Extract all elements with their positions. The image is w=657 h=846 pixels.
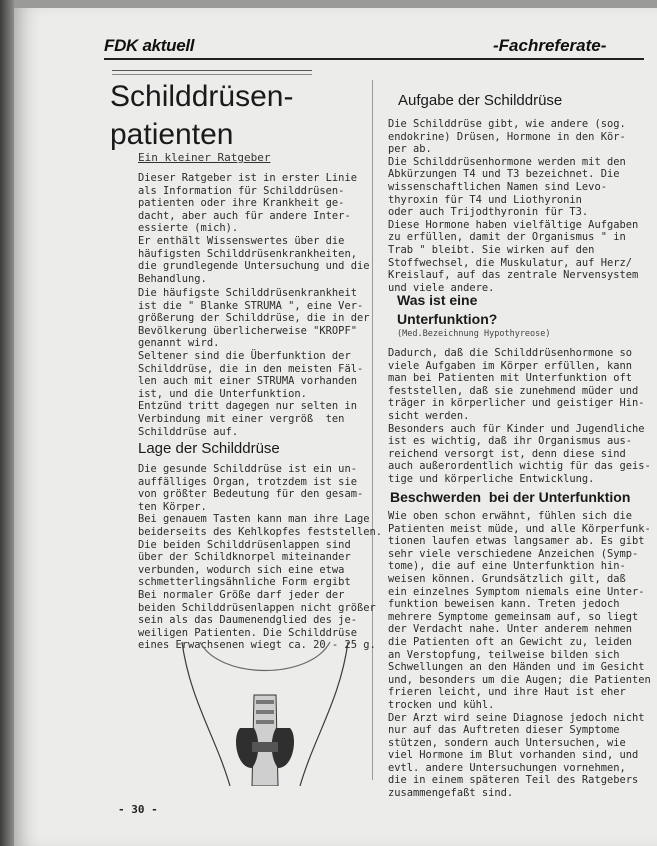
section-text-unterfunktion: Dadurch, daß die Schilddrüsenhormone so viele Aufgaben im Körper erfüllen, kann man bei Patienten mit Unterfunktion oft feststellen, daß sie zunehmend müder und träger in körperlicher und geistiger Hin- sicht werden. Besonders auch für Kinder und Jugendliche ist es wichtig, daß ihr Organismus aus- reichend versorgt ist, denn diese sind auch außerordentlich wichtig für das geis- tige und körperliche Entwicklung. [388,347,651,485]
section-heading-beschwerden: Beschwerden bei der Unterfunktion [390,489,631,505]
page-number: - 30 - [118,803,158,816]
column-divider [372,80,373,780]
section-heading-lage: Lage der Schilddrüse [138,440,280,457]
section-text-lage: Die gesunde Schilddrüse ist ein un- auffälliges Organ, trotzdem ist sie von größter Bedeutung für den gesam- ten Körper. Bei genauem Tasten kann man ihre Lage beiderseits des Kehlkopfes feststellen. Die beiden Schilddrüsenlappen sind über der Schildknorpel miteinander verbunden, wodurch sich eine etwa schmetterlingsähnliche Form ergibt Bei normaler Größe darf jeder der beiden Schilddrüsenlappen nicht größer sein als das Daumenendglied des je- weiligen Patienten. Die Schilddrüse eines Erwachsenen wiegt ca. 20 - 25 g. [138,463,382,652]
article-subtitle: Ein kleiner Ratgeber [138,151,271,164]
header-category: -Fachreferate- [493,36,607,55]
section-heading-aufgabe: Aufgabe der Schilddrüse [398,92,563,109]
section-text-aufgabe: Die Schilddrüse gibt, wie andere (sog. endokrine) Drüsen, Hormone in den Kör- per ab. Die Schilddrüsenhormone werden mit den Abkürzungen T4 und T3 bezeichnet. Die wissenschaftlichen Namen sind Levo- thyroxin für T4 und Liothyronin oder auch Trijodthyronin für T3. Diese Hormone haben vielfältige Aufgaben zu erfüllen, damit der Organismus " in Trab " bleibt. Sie wirken auf den Stoffwechsel, die Muskulatur, auf Herz/ Kreislauf, auf das zentrale Nervensystem und viele andere. [388,118,639,294]
title-rule-upper [112,70,312,71]
throat-anatomy-illustration [160,640,370,786]
intro-paragraph: Dieser Ratgeber ist in erster Linie als Information für Schilddrüsen- patienten oder ihre Krankheit ge- dacht, aber auch für andere Inter- essierte (mich). Er enthält Wissenswertes über die häufigsten Schilddrüsenkrankheiten, die grundlegende Untersuchung und die Behandlung. [138,172,370,285]
binding-shadow [0,0,14,846]
header-rule [104,58,644,60]
section-heading-unterfunktion: Was ist eine Unterfunktion? [397,292,498,327]
article-title: Schilddrüsen- patienten [110,80,294,151]
struma-paragraph: Die häufigste Schilddrüsenkrankheit ist die " Blanke STRUMA ", eine Ver- größerung der Schilddrüse, die in der Bevölkerung überlicherweise "KROPF" genannt wird. Seltener sind die Überfunktion der Schilddrüse, die in den meisten Fäl- len auch mit einer STRUMA vorhanden ist, und die Unterfunktion. Entzünd tritt dagegen nur selten in Verbindung mit einer vergröß ten Schilddrüse auf. [138,287,370,438]
section-subheading-unterfunktion: (Med.Bezeichnung Hypothyreose) [397,329,551,339]
title-rule-lower [112,74,312,75]
header-section-title: FDK aktuell [104,36,195,55]
section-text-beschwerden: Wie oben schon erwähnt, fühlen sich die Patienten meist müde, und alle Körperfunk- tionen laufen etwas langsamer ab. Es gibt sehr viele verschiedene Anzeichen (Symp- tome), die auf eine Unterfunktion hin- weisen können. Grundsätzlich gilt, daß ein einzelnes Symptom niemals eine Unter- funktion beweisen kann. Treten jedoch mehrere Symptome gemeinsam auf, so liegt der Verdacht nahe. Unter anderem nehmen die Patienten oft an Gewicht zu, leiden an Verstopfung, teilweise bilden sich Schwellungen an den Händen und im Gesicht und, besonders um die Augen; die Patienten frieren leicht, und ihre Haut ist eher trocken und kühl. Der Arzt wird seine Diagnose jedoch nicht nur auf das Auftreten dieser Symptome stützen, sondern auch Untersuchen, wie viel Hormone im Blut vorhanden sind, und evtl. andere Untersuchungen vornehmen, die in einem späteren Teil des Ratgebers zusammengefaßt sind. [388,510,651,800]
